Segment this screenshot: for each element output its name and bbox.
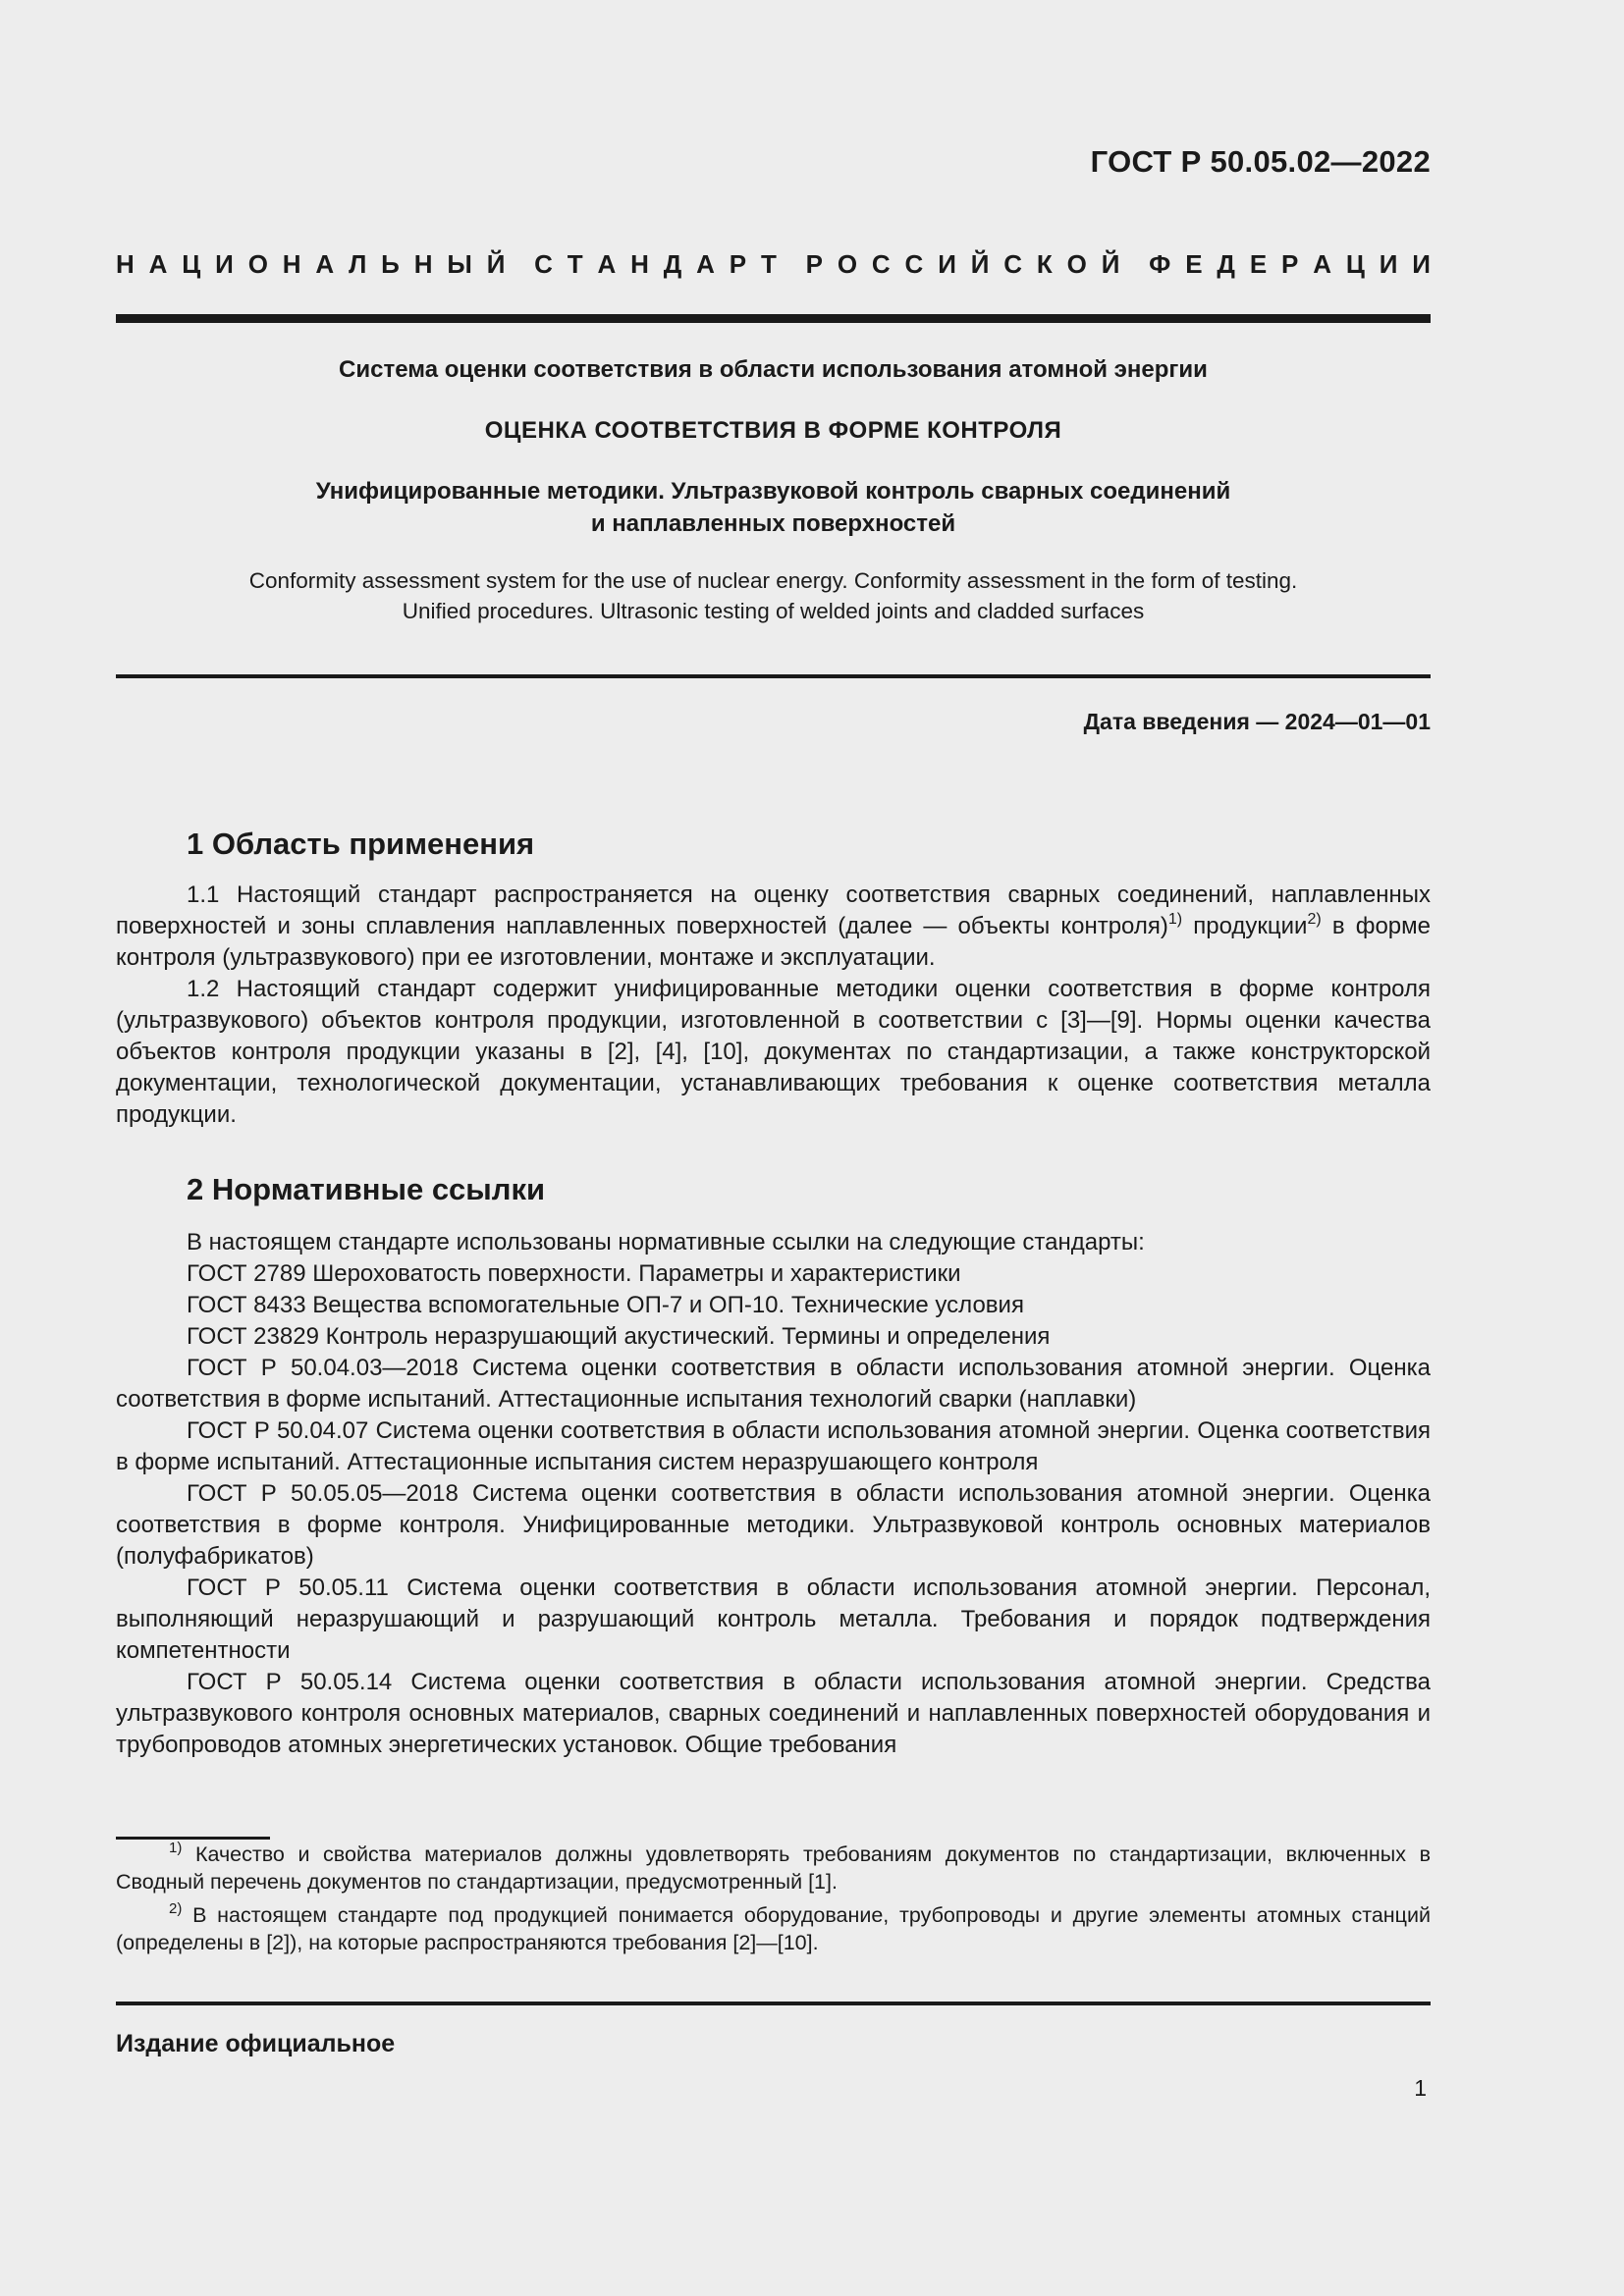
reference-item: ГОСТ Р 50.05.11 Система оценки соответствия в области использования атомной энергии. Персонал, выполняющий неразрушающий и разрушающий контроль металла. Требования и порядок подтверждения компетентности <box>116 1575 1431 1664</box>
introduction-date: Дата введения — 2024—01—01 <box>1083 709 1431 734</box>
banner-letter: Е <box>1185 249 1203 279</box>
title-block <box>116 353 1431 626</box>
edition-label: Издание официальное <box>116 2030 396 2057</box>
banner-letter: О <box>247 249 268 279</box>
clause-1-1-text-c: в форме контроля (ультразвукового) при ее изготовлении, монтаже и эксплуатации. <box>116 913 1431 971</box>
banner-letter: И <box>1412 249 1431 279</box>
banner-letter: Ф <box>1149 249 1171 279</box>
title-subtitle <box>116 475 1431 540</box>
title-system: Система оценки соответствия в области использования атомной энергии <box>339 356 1208 383</box>
footnote-ref-2: 2) <box>1307 911 1322 928</box>
title-english-line1: Conformity assessment system for the use of nuclear energy. Conformity assessment in the form of testing. <box>248 568 1298 593</box>
banner-letter: С <box>534 249 553 279</box>
footnote-item <box>116 1841 1431 1896</box>
banner-letter: Й <box>486 249 506 279</box>
title-subtitle-line2: и наплавленных поверхностей <box>590 510 956 537</box>
national-standard-banner <box>116 249 1431 280</box>
banner-letter: А <box>148 249 168 279</box>
banner-letter: Ь <box>381 249 400 279</box>
banner-letter: Р <box>729 249 747 279</box>
reference-item: ГОСТ Р 50.04.03—2018 Система оценки соответствия в области использования атомной энергии. Оценка соответствия в форме испытаний. Аттестационные испытания технологий сварки (наплавки) <box>116 1355 1431 1413</box>
footnote-text: В настоящем стандарте под продукцией понимается оборудование, трубопроводы и другие элементы атомных станций (определены в [2]), на которые распространяются требования [2]—[10]. <box>116 1903 1431 1954</box>
footnote-text: Качество и свойства материалов должны удовлетворять требованиям документов по стандартизации, включенных в Сводный перечень документов по стандартизации, предусмотренный [1]. <box>116 1842 1431 1894</box>
banner-letter: И <box>1379 249 1398 279</box>
banner-letter: Ц <box>1345 249 1365 279</box>
title-english <box>116 565 1431 626</box>
references-lead: В настоящем стандарте использованы нормативные ссылки на следующие стандарты: <box>187 1229 1145 1255</box>
banner-letter: Д <box>1217 249 1235 279</box>
banner-letter: Ц <box>182 249 201 279</box>
banner-letter: О <box>837 249 858 279</box>
clause-1-1-text-b: продукции <box>1182 913 1308 939</box>
banner-letter: Е <box>1249 249 1268 279</box>
header-divider <box>116 314 1431 323</box>
banner-letter: И <box>938 249 956 279</box>
section-2-title: 2 Нормативные ссылки <box>187 1172 546 1206</box>
title-subtitle-line1: Унифицированные методики. Ультразвуковой контроль сварных соединений <box>315 478 1231 505</box>
footnote-mark: 1) <box>169 1840 183 1856</box>
title-divider <box>116 674 1431 678</box>
banner-letter: Л <box>349 249 367 279</box>
clause-1-1 <box>116 880 1431 974</box>
banner-letter: С <box>871 249 891 279</box>
standard-number: ГОСТ Р 50.05.02—2022 <box>1090 144 1431 179</box>
footnote-item <box>116 1901 1431 1956</box>
clause-1-2: 1.2 Настоящий стандарт содержит унифицированные методики оценки соответствия в форме контроля (ультразвукового) объектов контроля продукции, изготовленной в соответствии с [3]—[9]. Нормы оценки качества объектов контроля продукции указаны в [2], [4], [10], документах по стандартизации, а также конструкторской документации, технологической документации, устанавливающих требования к оценке соответствия металла продукции. <box>116 976 1431 1128</box>
banner-letter: Д <box>663 249 682 279</box>
reference-item: ГОСТ Р 50.04.07 Система оценки соответствия в области использования атомной энергии. Оценка соответствия в форме испытаний. Аттестационные испытания систем неразрушающего контроля <box>116 1417 1431 1475</box>
banner-letter: А <box>597 249 617 279</box>
banner-letter: Ы <box>447 249 472 279</box>
banner-letter: С <box>904 249 924 279</box>
banner-letter: Н <box>116 249 135 279</box>
reference-item: ГОСТ Р 50.05.05—2018 Система оценки соответствия в области использования атомной энергии. Оценка соответствия в форме контроля. Унифицированные методики. Ультразвуковой контроль основных материалов (полуфабрикатов) <box>116 1480 1431 1570</box>
banner-letter: К <box>1036 249 1053 279</box>
banner-letter: Т <box>761 249 777 279</box>
reference-item: ГОСТ 2789 Шероховатость поверхности. Параметры и характеристики <box>187 1260 961 1287</box>
banner-letter: Р <box>1281 249 1299 279</box>
document-body <box>116 825 1431 1761</box>
footnote-mark: 2) <box>169 1900 183 1917</box>
reference-item: ГОСТ Р 50.05.14 Система оценки соответствия в области использования атомной энергии. Средства ультразвукового контроля основных материалов, сварных соединений и наплавленных поверхностей оборудования и трубопроводов атомных энергетических установок. Общие требования <box>116 1669 1431 1758</box>
banner-letter: А <box>696 249 715 279</box>
title-main: ОЦЕНКА СООТВЕТСТВИЯ В ФОРМЕ КОНТРОЛЯ <box>484 417 1062 444</box>
reference-item: ГОСТ 8433 Вещества вспомогательные ОП-7 и ОП-10. Технические условия <box>187 1292 1024 1318</box>
reference-item: ГОСТ 23829 Контроль неразрушающий акустический. Термины и определения <box>187 1323 1051 1350</box>
clause-1-1-text-a: 1.1 Настоящий стандарт распространяется на оценку соответствия сварных соединений, наплавленных поверхностей и зоны сплавления наплавленных поверхностей (далее — объекты контроля) <box>116 881 1431 939</box>
footer-divider <box>116 2002 1431 2005</box>
banner-letter: Н <box>282 249 301 279</box>
banner-letter: Р <box>805 249 823 279</box>
banner-letter: И <box>215 249 234 279</box>
footnote-divider <box>116 1837 270 1840</box>
banner-letter: Т <box>567 249 583 279</box>
footnotes <box>116 1841 1431 1962</box>
title-english-line2: Unified procedures. Ultrasonic testing of welded joints and cladded surfaces <box>402 599 1145 623</box>
page-number: 1 <box>1414 2075 1427 2101</box>
banner-letter: О <box>1066 249 1087 279</box>
banner-letter: Н <box>630 249 649 279</box>
banner-letter: А <box>315 249 335 279</box>
references-list <box>116 1258 1431 1761</box>
banner-letter: Й <box>1101 249 1120 279</box>
banner-letter: С <box>1003 249 1023 279</box>
footnote-ref-1: 1) <box>1167 911 1183 928</box>
banner-letter: А <box>1313 249 1331 279</box>
banner-letter: Й <box>970 249 990 279</box>
banner-letter: Н <box>413 249 433 279</box>
section-1-title: 1 Область применения <box>187 827 535 861</box>
